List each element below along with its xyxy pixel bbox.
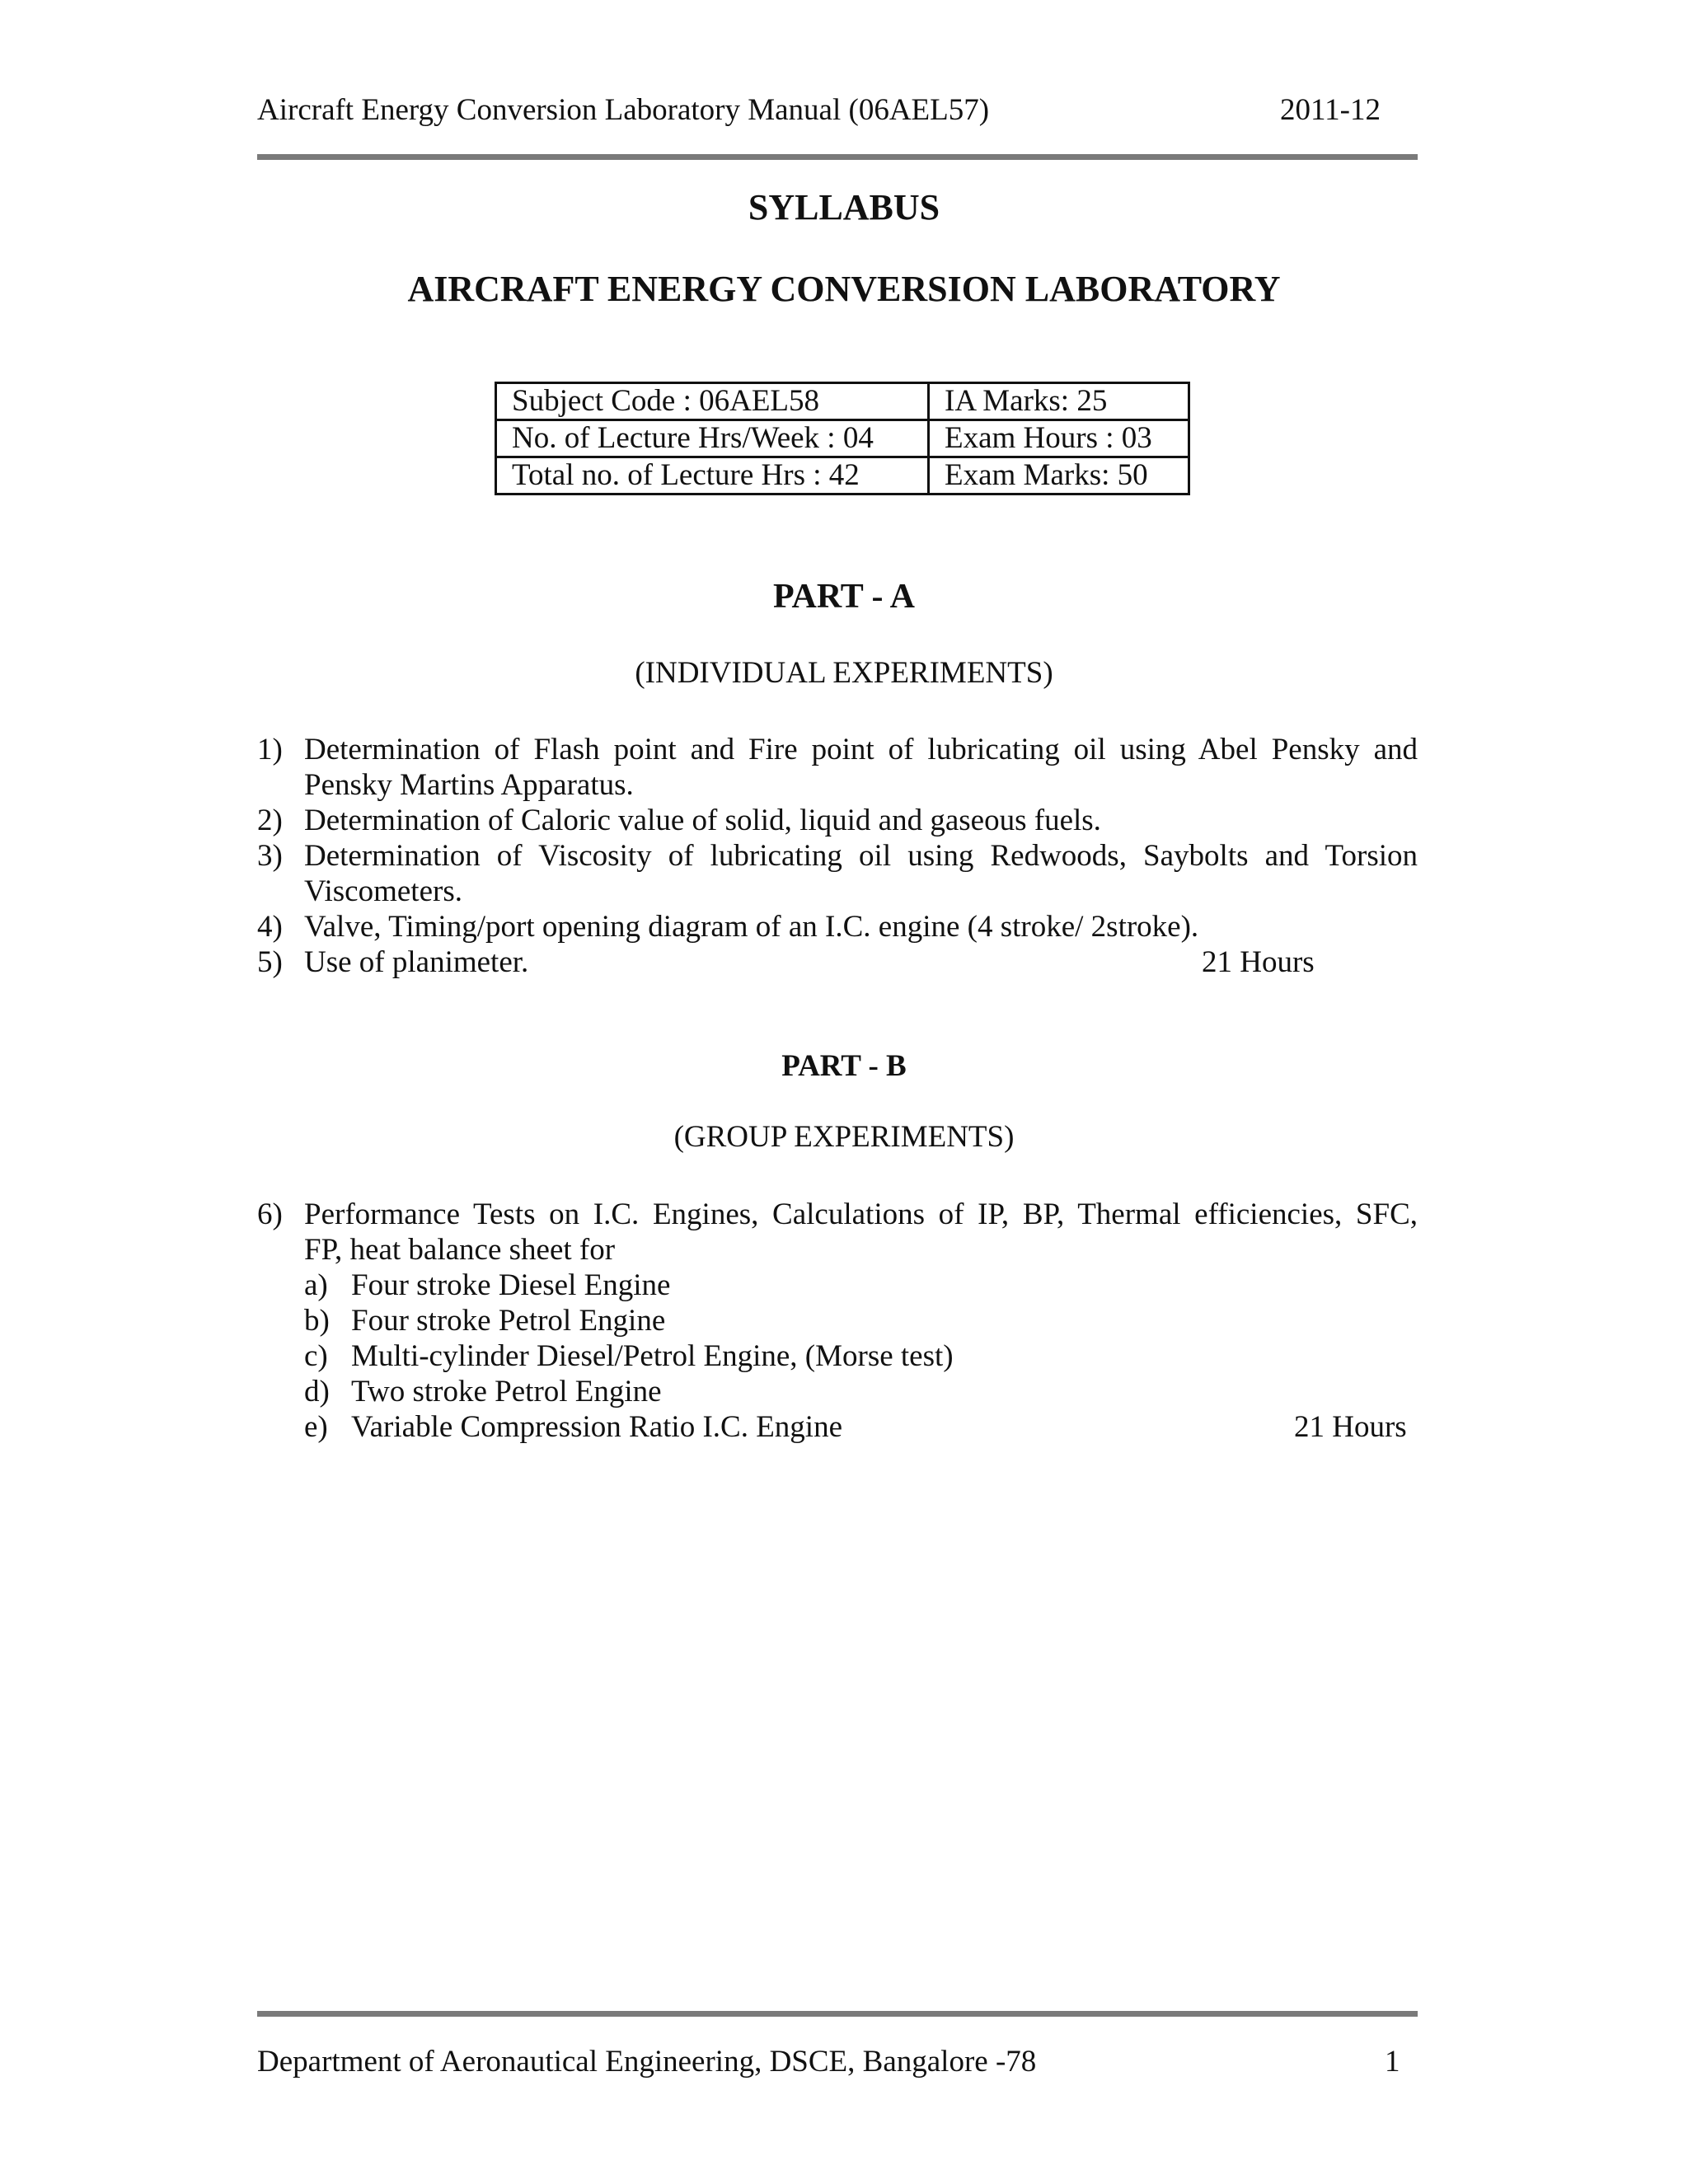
item-number: 3)	[257, 839, 283, 873]
item-line: Use of planimeter.	[304, 945, 529, 979]
sub-item-text: Four stroke Diesel Engine	[351, 1268, 671, 1302]
item-text	[304, 803, 1418, 838]
header-year: 2011-12	[1280, 93, 1381, 127]
item-number: 5)	[257, 945, 283, 979]
sub-item-label: b)	[304, 1304, 330, 1338]
sub-item-label: e)	[304, 1410, 328, 1444]
item-number: 2)	[257, 804, 283, 837]
item-number: 4)	[257, 910, 283, 944]
table-row	[496, 420, 1189, 457]
exam-hours-cell: Exam Hours : 03	[929, 420, 1189, 457]
part-b-heading: PART - B	[781, 1049, 907, 1083]
sub-item-text: Variable Compression Ratio I.C. Engine	[351, 1410, 843, 1444]
footer-divider	[257, 2011, 1418, 2017]
lab-heading: AIRCRAFT ENERGY CONVERSION LABORATORY	[407, 269, 1281, 309]
table-row	[496, 457, 1189, 494]
part-a-heading: PART - A	[773, 578, 915, 616]
total-lecture-hrs-cell: Total no. of Lecture Hrs : 42	[496, 457, 929, 494]
sub-item-label: a)	[304, 1268, 328, 1302]
part-a-subtitle: (INDIVIDUAL EXPERIMENTS)	[635, 656, 1053, 690]
lecture-hrs-week-cell: No. of Lecture Hrs/Week : 04	[496, 420, 929, 457]
part-a-hours: 21 Hours	[1202, 945, 1315, 979]
item-text	[304, 1197, 1418, 1268]
sub-item-label: c)	[304, 1339, 328, 1373]
item-line: Determination of Flash point and Fire point of lubricating oil using Abel Pensky and	[304, 733, 1418, 766]
header-divider	[257, 154, 1418, 160]
sub-item-text: Multi-cylinder Diesel/Petrol Engine, (Morse test)	[351, 1339, 954, 1373]
item-text	[304, 838, 1418, 909]
item-text	[304, 732, 1418, 803]
page-number: 1	[1385, 2045, 1400, 2079]
item-line: Performance Tests on I.C. Engines, Calculations of IP, BP, Thermal efficiencies, SFC,	[304, 1197, 1418, 1231]
item-number: 1)	[257, 733, 283, 766]
subject-code-cell: Subject Code : 06AEL58	[496, 383, 929, 420]
item-line: Determination of Viscosity of lubricating oil using Redwoods, Saybolts and Torsion	[304, 839, 1418, 873]
item-number: 6)	[257, 1197, 283, 1231]
item-line: Viscometers.	[304, 874, 462, 908]
item-line: Valve, Timing/port opening diagram of an I.C. engine (4 stroke/ 2stroke).	[304, 910, 1199, 944]
syllabus-heading: SYLLABUS	[748, 187, 940, 227]
sub-item-text: Two stroke Petrol Engine	[351, 1375, 662, 1408]
item-line: Determination of Caloric value of solid, liquid and gaseous fuels.	[304, 804, 1101, 837]
table-row	[496, 383, 1189, 420]
ia-marks-cell: IA Marks: 25	[929, 383, 1189, 420]
item-text	[304, 909, 1418, 944]
item-line: FP, heat balance sheet for	[304, 1233, 616, 1267]
item-line: Pensky Martins Apparatus.	[304, 768, 634, 802]
header-title: Aircraft Energy Conversion Laboratory Manual (06AEL57)	[257, 93, 990, 127]
exam-marks-cell: Exam Marks: 50	[929, 457, 1189, 494]
footer-department: Department of Aeronautical Engineering, DSCE, Bangalore -78	[257, 2045, 1037, 2079]
part-b-subtitle: (GROUP EXPERIMENTS)	[673, 1120, 1015, 1154]
sub-item-label: d)	[304, 1375, 330, 1408]
sub-item-text: Four stroke Petrol Engine	[351, 1304, 666, 1338]
course-info-table	[495, 382, 1190, 495]
part-b-hours: 21 Hours	[1294, 1410, 1407, 1444]
